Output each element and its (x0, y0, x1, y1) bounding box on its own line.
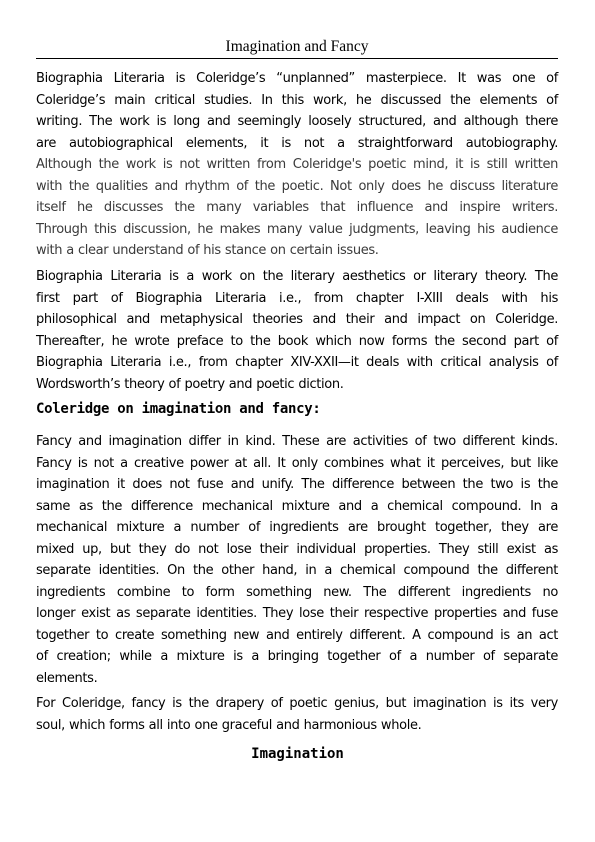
paragraph-drapery (36, 693, 558, 736)
text-line: Fancy and imagination differ in kind. These are activities of two different kinds. (36, 434, 558, 449)
text-line: mechanical mixture a number of ingredients are brought together, they are (36, 520, 558, 535)
text-line: separate identities. On the other hand, in a chemical compound the different (36, 563, 558, 578)
paragraph-literary-theory (36, 266, 558, 395)
text-line: soul, which forms all into one graceful and harmonious whole. (36, 717, 422, 733)
text-line: longer exist as separate identities. They lose their respective properties and fuse (36, 606, 558, 621)
text-line: Through this discussion, he makes many value judgments, leaving his audience (36, 221, 558, 237)
text-line: of creation; while a mixture is a bringing together of a number of separate (36, 649, 558, 664)
header-rule (36, 58, 558, 59)
text-line: first part of Biographia Literaria i.e., from chapter I-XIII deals with his (36, 290, 558, 306)
paragraph-fancy-imagination (36, 431, 558, 689)
section-heading: Coleridge on imagination and fancy: (36, 401, 321, 417)
text-line: are autobiographical elements, it is not a straightforward autobiography. (36, 135, 558, 151)
text-line: Wordsworth’s theory of poetry and poetic diction. (36, 376, 344, 392)
text-line: writing. The work is long and seemingly loosely structured, and although there (36, 114, 558, 129)
text-line: ingredients combine to form something new. The different ingredients no (36, 584, 558, 600)
text-line: philosophical and metaphysical theories and their and impact on Coleridge. (36, 312, 558, 327)
text-line: with the qualities and rhythm of the poetic. Not only does he discuss literature (36, 178, 558, 194)
text-line: Fancy is not a creative power at all. It only combines what it perceives, but like (36, 455, 558, 471)
text-line: with a clear understand of his stance on certain issues. (36, 243, 379, 258)
text-line: itself he discusses the many variables that influence and inspire writers. (36, 200, 558, 215)
subheading-imagination: Imagination (251, 746, 344, 762)
text-line: elements. (36, 670, 98, 686)
text-line: Biographia Literaria is a work on the literary aesthetics or literary theory. The (36, 269, 558, 284)
text-line: For Coleridge, fancy is the drapery of poetic genius, but imagination is its very (36, 696, 558, 711)
running-header-title: Imagination and Fancy (225, 38, 369, 55)
text-line: same as the difference mechanical mixture and a chemical compound. In a (36, 498, 558, 514)
text-line: imagination it does not fuse and unify. The difference between the two is the (36, 477, 558, 492)
text-line: mixed up, but they do not lose their individual properties. They still exist as (36, 541, 558, 557)
text-line: Coleridge’s main critical studies. In this work, he discussed the elements of (36, 92, 558, 108)
text-line: Thereafter, he wrote preface to the book which now forms the second part of (36, 333, 558, 349)
text-line: Biographia Literaria i.e., from chapter XIV-XXII—it deals with critical analysis of (36, 355, 558, 370)
text-line: Biographia Literaria is Coleridge’s “unplanned” masterpiece. It was one of (36, 71, 558, 86)
text-line: together to create something new and entirely different. A compound is an act (36, 627, 558, 643)
text-line: Although the work is not written from Coleridge's poetic mind, it is still written (36, 157, 558, 172)
paragraph-intro (36, 68, 558, 262)
